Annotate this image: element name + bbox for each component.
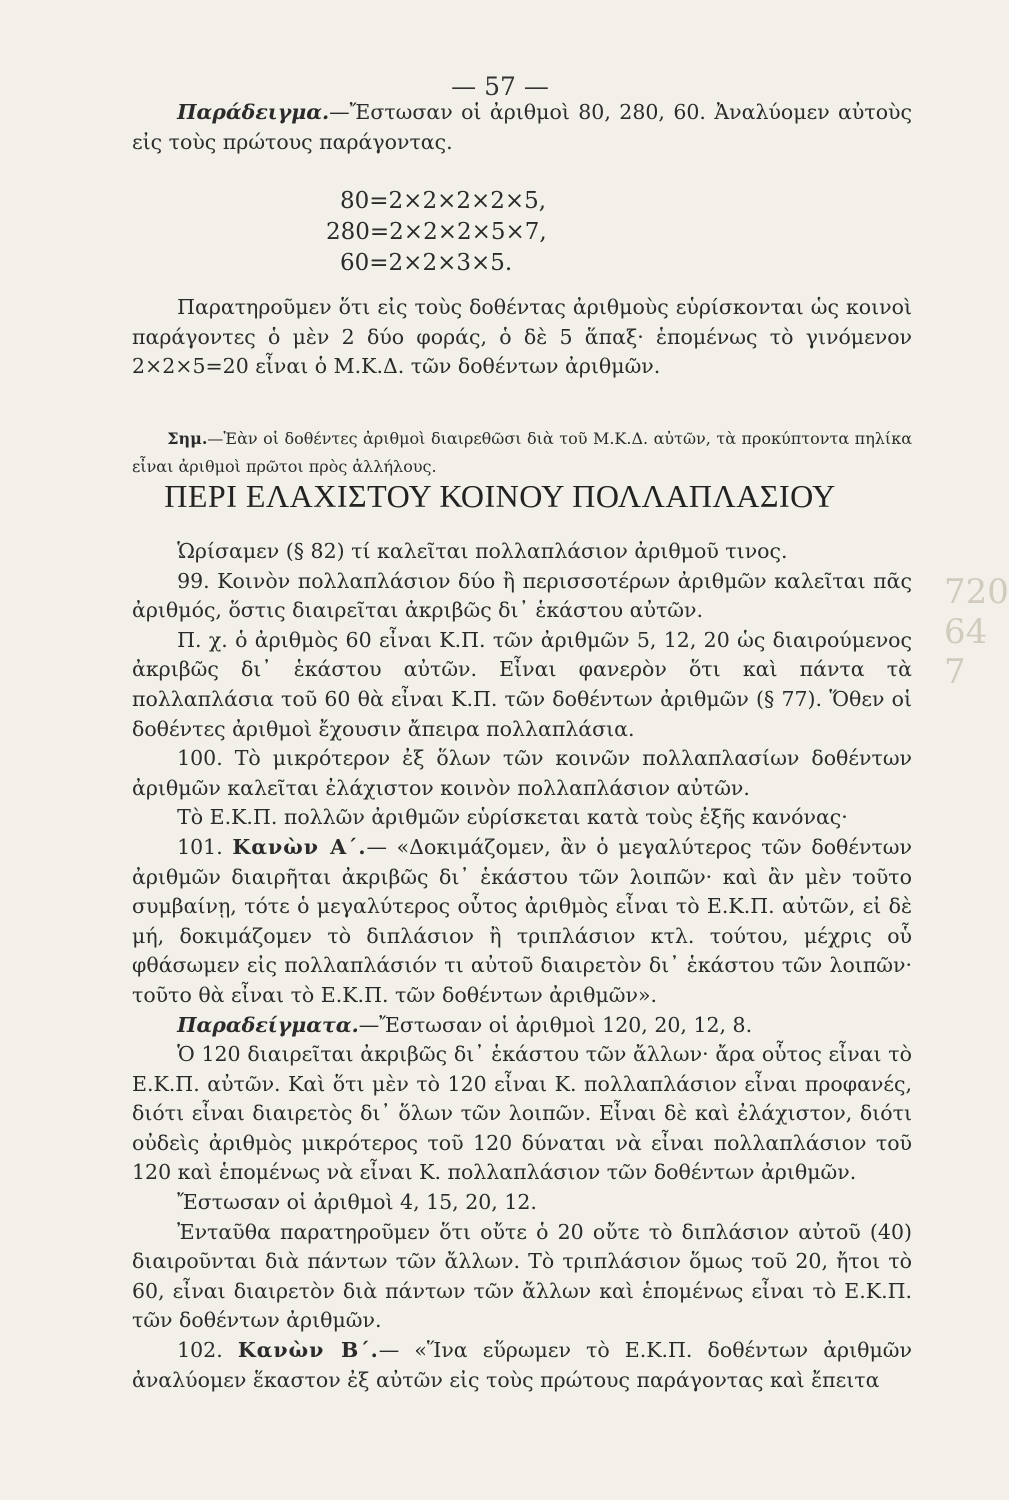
paragraph: Ἐνταῦθα παρατηροῦμεν ὅτι οὔτε ὁ 20 οὔτε τὸ διπλάσιον αὐτοῦ (40) διαιροῦνται διὰ πάντων τῶν ἄλλων. Τὸ τριπλάσιον ὅμως τοῦ 20, ἤτοι τὸ 60, εἶναι διαιρετὸν διὰ πάντων τῶν ἄλλων καὶ ἑπομένως εἶναι τὸ Ε.Κ.Π. τῶν δοθέντων ἀριθμῶν. bbox=[132, 1219, 912, 1333]
note-text: —Ἐὰν οἱ δοθέντες ἀριθμοὶ διαιρεθῶσι διὰ τοῦ Μ.Κ.Δ. αὐτῶν, τὰ προκύπτοντα πηλίκα εἶναι ἀριθμοὶ πρῶτοι πρὸς ἀλλήλους. bbox=[132, 429, 912, 476]
rule-b-label: Κανὼν Β΄. bbox=[237, 1338, 379, 1363]
paragraph: 100. Τὸ μικρότερον ἐξ ὅλων τῶν κοινῶν πολλαπλασίων δοθέντων ἀριθμῶν καλεῖται ἐλάχιστον κοινὸν πολλαπλάσιον αὐτῶν. bbox=[132, 746, 912, 800]
equation-line: 60=2×2×3×5. bbox=[340, 250, 513, 276]
paragraph: Τὸ Ε.Κ.Π. πολλῶν ἀριθμῶν εὑρίσκεται κατὰ τοὺς ἑξῆς κανόνας· bbox=[177, 805, 848, 830]
equation-line: 80=2×2×2×2×5, bbox=[340, 188, 547, 214]
margin-handwriting: 720 64 7 bbox=[944, 572, 1009, 692]
examples-label: Παραδείγματα. bbox=[177, 1012, 359, 1037]
rule-b-text: — «Ἵνα εὕρωμεν τὸ Ε.Κ.Π. δοθέντων ἀριθμῶν ἀναλύομεν ἕκαστον ἐξ αὐτῶν εἰς τοὺς πρώτους παράγοντας καὶ ἔπειτα bbox=[132, 1338, 912, 1392]
rule-a-paragraph bbox=[132, 833, 912, 1011]
paragraph: Π. χ. ὁ ἀριθμὸς 60 εἶναι Κ.Π. τῶν ἀριθμῶν 5, 12, 20 ὡς διαιρούμενος ἀκριβῶς δι᾿ ἑκάστου αὐτῶν. Εἶναι φανερὸν ὅτι καὶ πάντα τὰ πολλαπλάσια τοῦ 60 θὰ εἶναι Κ.Π. τῶν δοθέντων ἀριθμῶν (§ 77). Ὅθεν οἱ δοθέντες ἀριθμοὶ ἔχουσιν ἄπειρα πολλαπλάσια. bbox=[132, 627, 912, 741]
section-body bbox=[132, 537, 912, 1395]
rule-a-number: 101. bbox=[177, 834, 223, 859]
example-text: —Ἔστωσαν οἱ ἀριθμοὶ 80, 280, 60. Ἀναλύομεν αὐτοὺς εἰς τοὺς πρώτους παράγοντας. bbox=[132, 100, 912, 154]
paragraph: Ὡρίσαμεν (§ 82) τί καλεῖται πολλαπλάσιον ἀριθμοῦ τινος. bbox=[177, 539, 788, 563]
example-1 bbox=[132, 98, 912, 157]
note-label: Σημ. bbox=[167, 429, 208, 448]
rule-b-number: 102. bbox=[177, 1338, 223, 1363]
rule-b-paragraph bbox=[132, 1336, 912, 1395]
rule-a-label: Κανὼν Α΄. bbox=[232, 834, 367, 859]
examples-paragraph bbox=[132, 1011, 912, 1041]
paragraph: Ἔστωσαν οἱ ἀριθμοὶ 4, 15, 20, 12. bbox=[177, 1190, 537, 1215]
page-number: — 57 — bbox=[451, 72, 549, 101]
paragraph: Ὁ 120 διαιρεῖται ἀκριβῶς δι᾿ ἑκάστου τῶν ἄλλων· ἄρα οὗτος εἶναι τὸ Ε.Κ.Π. αὐτῶν. Καὶ ὅτι μὲν τὸ 120 εἶναι Κ. πολλαπλάσιον εἶναι προφανές, διότι εἶναι διαιρετὸς δι᾿ ὅλων τῶν λοιπῶν. Εἶναι δὲ καὶ ἐλάχιστον, διότι οὐδεὶς ἀριθμὸς μικρότερος τοῦ 120 δύναται νὰ εἶναι πολλαπλάσιον τοῦ 120 καὶ ἑπομένως νὰ εἶναι Κ. πολλαπλάσιον τῶν δοθέντων ἀριθμῶν. bbox=[132, 1042, 912, 1185]
observation-paragraph: Παρατηροῦμεν ὅτι εἰς τοὺς δοθέντας ἀριθμοὺς εὑρίσκονται ὡς κοινοὶ παράγοντες ὁ μὲν 2 δύο φοράς, ὁ δὲ 5 ἅπαξ· ἑπομένως τὸ γινόμενον 2×2×5=20 εἶναι ὁ Μ.Κ.Δ. τῶν δοθέντων ἀριθμῶν. bbox=[132, 295, 912, 379]
factorization-equations bbox=[326, 186, 840, 279]
example-label: Παράδειγμα. bbox=[177, 100, 330, 124]
examples-text: —Ἔστωσαν οἱ ἀριθμοὶ 120, 20, 12, 8. bbox=[358, 1012, 753, 1037]
rule-a-text: — «Δοκιμάζομεν, ἂν ὁ μεγαλύτερος τῶν δοθέντων ἀριθμῶν διαιρῆται ἀκριβῶς δι᾿ ἑκάστου τῶν λοιπῶν· καὶ ἂν μὲν τοῦτο συμβαίνῃ, τότε ὁ μεγαλύτερος οὗτος ἀριθμὸς εἶναι τὸ Ε.Κ.Π. αὐτῶν, εἰ δὲ μή, δοκιμάζομεν τὸ διπλάσιον ἢ τριπλάσιον κτλ. τούτου, μέχρις οὗ φθάσωμεν εἰς πολλαπλάσιόν τι αὐτοῦ διαιρετὸν δι᾿ ἑκάστου τῶν λοιπῶν· τοῦτο θὰ εἶναι τὸ Ε.Κ.Π. τῶν δοθέντων ἀριθμῶν». bbox=[132, 834, 912, 1007]
equation-line: 280=2×2×2×5×7, bbox=[326, 219, 547, 245]
section-heading: ΠΕΡΙ ΕΛΑΧΙΣΤΟΥ ΚΟΙΝΟΥ ΠΟΛΛΑΠΛΑΣΙΟΥ bbox=[164, 478, 836, 514]
paragraph: 99. Κοινὸν πολλαπλάσιον δύο ἢ περισσοτέρων ἀριθμῶν καλεῖται πᾶς ἀριθμός, ὅστις διαιρεῖται ἀκριβῶς δι᾿ ἑκάστου αὐτῶν. bbox=[132, 568, 912, 623]
